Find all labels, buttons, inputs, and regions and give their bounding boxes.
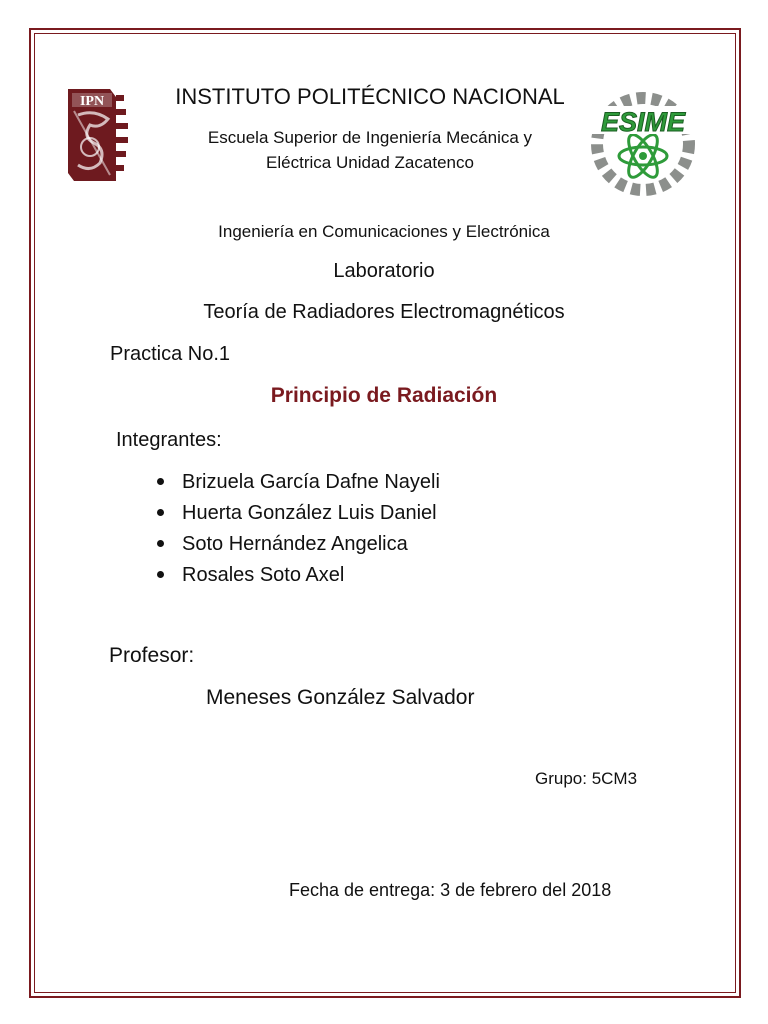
member-name: Rosales Soto Axel [182, 564, 345, 586]
school-name-line1: Escuela Superior de Ingeniería Mecánica y [207, 128, 533, 147]
members-label: Integrantes: [116, 429, 222, 451]
list-item [157, 561, 440, 592]
career-name: Ingeniería en Comunicaciones y Electrónica [218, 222, 550, 241]
professor-label: Profesor: [109, 644, 195, 667]
school-name-line2: Eléctrica Unidad Zacatenco [266, 153, 474, 172]
member-name: Brizuela García Dafne Nayeli [182, 471, 440, 493]
list-item [157, 468, 440, 499]
member-name: Huerta González Luis Daniel [182, 502, 437, 524]
bullet-icon [157, 478, 164, 485]
institution-title: INSTITUTO POLITÉCNICO NACIONAL [175, 84, 565, 109]
members-list [157, 468, 440, 592]
bullet-icon [157, 571, 164, 578]
subject-name: Teoría de Radiadores Electromagnéticos [203, 301, 565, 323]
delivery-date: Fecha de entrega: 3 de febrero del 2018 [289, 880, 612, 900]
bullet-icon [157, 540, 164, 547]
lab-label: Laboratorio [333, 260, 435, 282]
ipn-logo-text: IPN [79, 94, 105, 109]
list-item [157, 499, 440, 530]
practice-number: Practica No.1 [110, 343, 231, 365]
member-name: Soto Hernández Angelica [182, 533, 408, 555]
bullet-icon [157, 509, 164, 516]
group-label: Grupo: 5CM3 [535, 769, 638, 788]
professor-name: Meneses González Salvador [206, 686, 475, 709]
ipn-logo [60, 85, 132, 185]
esime-logo [582, 86, 704, 198]
practice-topic: Principio de Radiación [270, 384, 498, 407]
list-item [157, 530, 440, 561]
esime-logo-text: ESIME [600, 107, 686, 137]
